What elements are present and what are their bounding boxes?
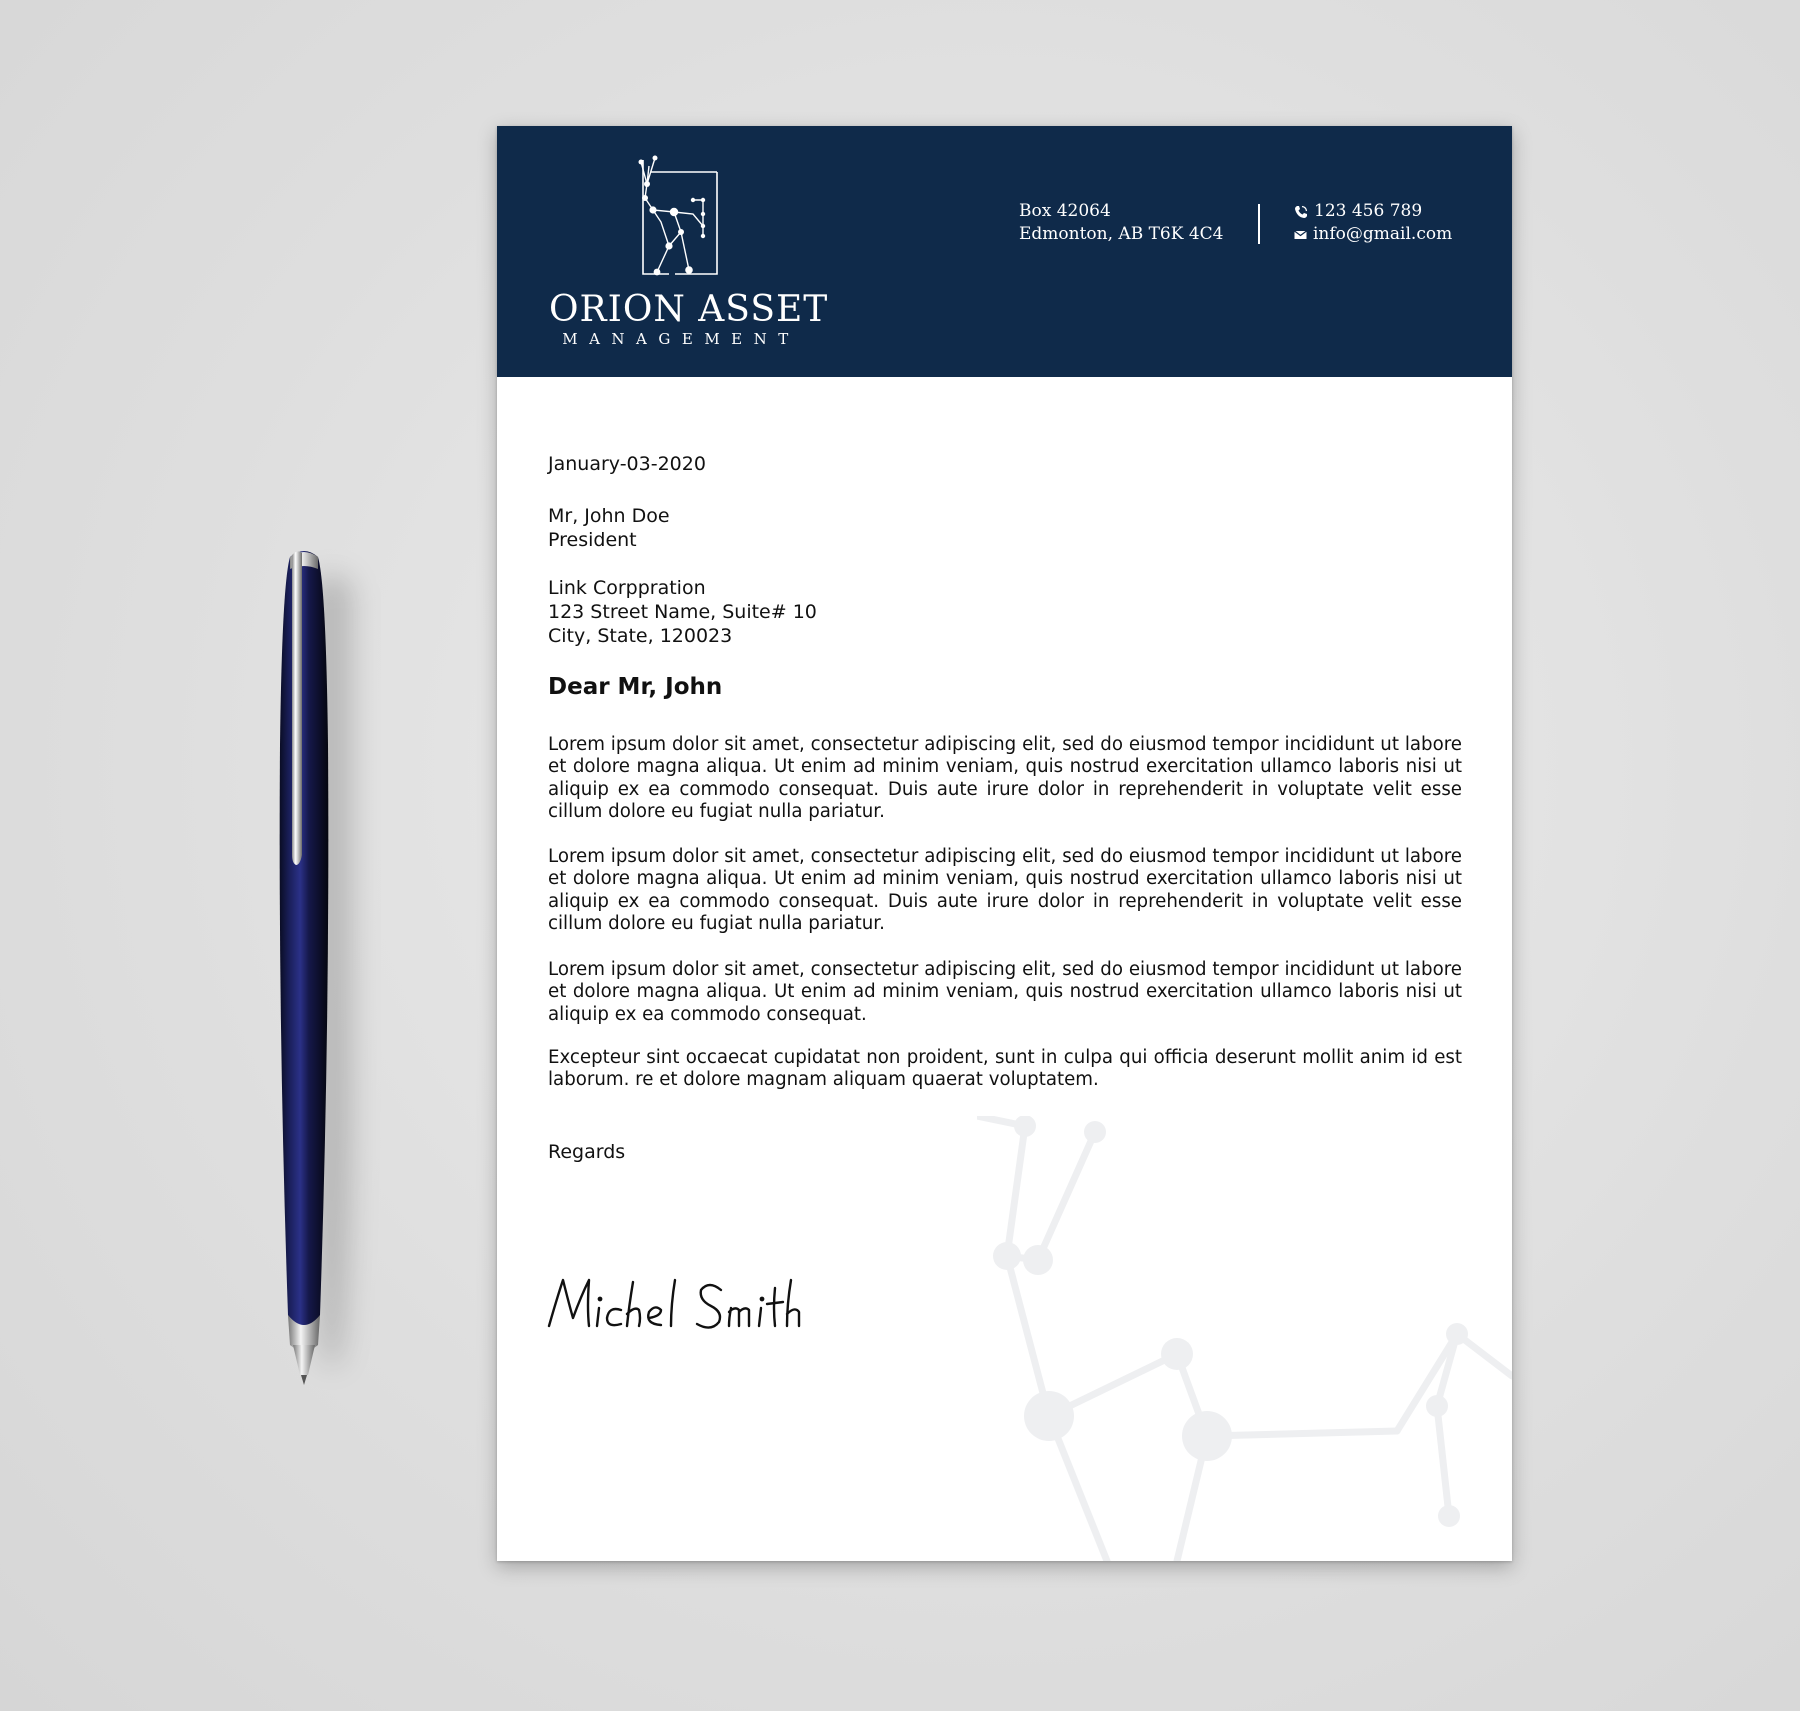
address-line-2: Edmonton, AB T6K 4C4: [1019, 224, 1224, 244]
company-tagline: MANAGEMENT: [562, 330, 800, 348]
recipient-title: President: [548, 529, 637, 551]
recipient-block: [548, 504, 1462, 552]
orion-constellation-logo-icon: [617, 154, 723, 278]
letterhead-header: [497, 126, 1512, 377]
recipient-company-city: City, State, 120023: [548, 625, 733, 647]
closing: Regards: [548, 1141, 626, 1163]
body-paragraph: Lorem ipsum dolor sit amet, consectetur adipiscing elit, sed do eiusmod tempor incididunt ut labore et dolore magna aliqua. Ut enim ad minim veniam, quis nostrud exercitation ullamco laboris nisi ut aliquip ex ea commodo consequat. Duis aute irure dolor in reprehenderit in voluptate velit esse cillum dolore eu fugiat nulla pariatur.: [548, 846, 1462, 935]
recipient-company-street: 123 Street Name, Suite# 10: [548, 601, 817, 623]
envelope-icon: [1294, 230, 1307, 240]
pen-icon: [268, 545, 340, 1395]
header-divider: [1258, 204, 1260, 244]
body-paragraph: Excepteur sint occaecat cupidatat non proident, sunt in culpa qui officia deserunt mollit anim id est laborum. re et dolore magnam aliquam quaerat voluptatem.: [548, 1047, 1462, 1091]
recipient-company-name: Link Corppration: [548, 577, 706, 599]
phone-icon: [1294, 205, 1308, 219]
email-row: [1294, 223, 1452, 246]
salutation: Dear Mr, John: [548, 674, 723, 700]
handwritten-signature: [543, 1268, 803, 1338]
body-paragraph: Lorem ipsum dolor sit amet, consectetur adipiscing elit, sed do eiusmod tempor incididunt ut labore et dolore magna aliqua. Ut enim ad minim veniam, quis nostrud exercitation ullamco laboris nisi ut aliquip ex ea commodo consequat. Duis aute irure dolor in reprehenderit in voluptate velit esse cillum dolore eu fugiat nulla pariatur.: [548, 734, 1462, 823]
company-address: [1019, 200, 1224, 246]
body-paragraph: Lorem ipsum dolor sit amet, consectetur adipiscing elit, sed do eiusmod tempor incididunt ut labore et dolore magna aliqua. Ut enim ad minim veniam, quis nostrud exercitation ullamco laboris nisi ut aliquip ex ea commodo consequat.: [548, 959, 1462, 1025]
recipient-name: Mr, John Doe: [548, 505, 670, 527]
company-contact: [1294, 200, 1452, 246]
phone-row: [1294, 200, 1452, 223]
phone-number[interactable]: 123 456 789: [1314, 201, 1423, 221]
letter-date: January-03-2020: [548, 453, 706, 475]
constellation-watermark-icon: [977, 1116, 1512, 1561]
address-line-1: Box 42064: [1019, 201, 1111, 221]
email-address[interactable]: info@gmail.com: [1313, 224, 1453, 244]
recipient-company-block: [548, 576, 1462, 648]
letterhead-page: [497, 126, 1512, 1561]
company-name: ORION ASSET: [549, 289, 829, 330]
pen: [268, 545, 340, 1395]
